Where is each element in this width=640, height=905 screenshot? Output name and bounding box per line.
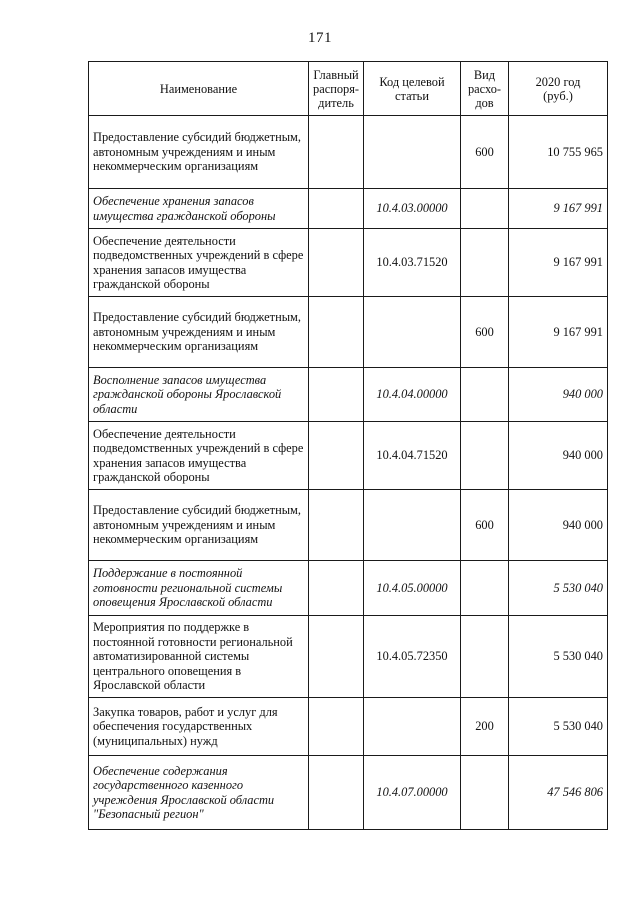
row-amount: 5 530 040 — [509, 616, 608, 698]
row-chief — [309, 368, 364, 422]
row-type — [461, 616, 509, 698]
row-name: Предоставление субсидий бюджетным, автономным учреждениям и иным некоммерческим организациям — [89, 116, 309, 189]
row-chief — [309, 490, 364, 561]
header-amount-2020: 2020 год (руб.) — [509, 62, 608, 116]
row-name: Поддержание в постоянной готовности региональной системы оповещения Ярославской области — [89, 561, 309, 616]
row-type — [461, 189, 509, 229]
row-code — [364, 698, 461, 756]
row-code: 10.4.05.00000 — [364, 561, 461, 616]
header-chief-administrator: Главный распоря- дитель — [309, 62, 364, 116]
table-header — [89, 62, 608, 116]
row-type — [461, 229, 509, 297]
row-code: 10.4.03.71520 — [364, 229, 461, 297]
row-code: 10.4.05.72350 — [364, 616, 461, 698]
row-type: 600 — [461, 116, 509, 189]
row-type — [461, 561, 509, 616]
table-row — [89, 368, 608, 422]
header-row — [89, 62, 608, 116]
table-row — [89, 490, 608, 561]
row-chief — [309, 229, 364, 297]
page-number: 171 — [308, 30, 332, 46]
row-name: Обеспечение деятельности подведомственных учреждений в сфере хранения запасов имущества гражданской обороны — [89, 422, 309, 490]
row-chief — [309, 189, 364, 229]
table-row — [89, 189, 608, 229]
table-row — [89, 561, 608, 616]
row-name: Закупка товаров, работ и услуг для обеспечения государственных (муниципальных) нужд — [89, 698, 309, 756]
row-amount: 940 000 — [509, 422, 608, 490]
row-name: Обеспечение деятельности подведомственных учреждений в сфере хранения запасов имущества гражданской обороны — [89, 229, 309, 297]
row-type — [461, 368, 509, 422]
row-amount: 10 755 965 — [509, 116, 608, 189]
row-amount: 47 546 806 — [509, 756, 608, 830]
table-row — [89, 756, 608, 830]
row-chief — [309, 561, 364, 616]
row-amount: 9 167 991 — [509, 297, 608, 368]
row-amount: 9 167 991 — [509, 189, 608, 229]
row-code — [364, 490, 461, 561]
header-name: Наименование — [89, 62, 309, 116]
row-type: 200 — [461, 698, 509, 756]
row-name: Предоставление субсидий бюджетным, автономным учреждениям и иным некоммерческим организациям — [89, 490, 309, 561]
row-code — [364, 116, 461, 189]
row-amount: 5 530 040 — [509, 561, 608, 616]
row-name: Обеспечение содержания государственного казенного учреждения Ярославской области "Безопасный регион" — [89, 756, 309, 830]
row-name: Обеспечение хранения запасов имущества гражданской обороны — [89, 189, 309, 229]
table-row — [89, 616, 608, 698]
row-chief — [309, 698, 364, 756]
table-row — [89, 229, 608, 297]
row-amount: 5 530 040 — [509, 698, 608, 756]
table-row — [89, 698, 608, 756]
header-target-code: Код целевой статьи — [364, 62, 461, 116]
table-row — [89, 297, 608, 368]
row-type — [461, 422, 509, 490]
table-row — [89, 116, 608, 189]
row-name: Восполнение запасов имущества гражданской обороны Ярославской области — [89, 368, 309, 422]
header-expense-type: Вид расхо- дов — [461, 62, 509, 116]
table-row — [89, 422, 608, 490]
row-name: Мероприятия по поддержке в постоянной готовности региональной автоматизированной системы центрального оповещения в Ярославской области — [89, 616, 309, 698]
row-chief — [309, 616, 364, 698]
row-code: 10.4.04.71520 — [364, 422, 461, 490]
row-amount: 940 000 — [509, 490, 608, 561]
table-body — [89, 116, 608, 830]
row-chief — [309, 116, 364, 189]
row-code: 10.4.03.00000 — [364, 189, 461, 229]
row-code: 10.4.04.00000 — [364, 368, 461, 422]
row-chief — [309, 297, 364, 368]
row-name: Предоставление субсидий бюджетным, автономным учреждениям и иным некоммерческим организациям — [89, 297, 309, 368]
row-type: 600 — [461, 490, 509, 561]
row-type — [461, 756, 509, 830]
row-chief — [309, 756, 364, 830]
budget-table — [88, 61, 608, 830]
row-amount: 9 167 991 — [509, 229, 608, 297]
row-code: 10.4.07.00000 — [364, 756, 461, 830]
row-amount: 940 000 — [509, 368, 608, 422]
row-chief — [309, 422, 364, 490]
row-code — [364, 297, 461, 368]
row-type: 600 — [461, 297, 509, 368]
